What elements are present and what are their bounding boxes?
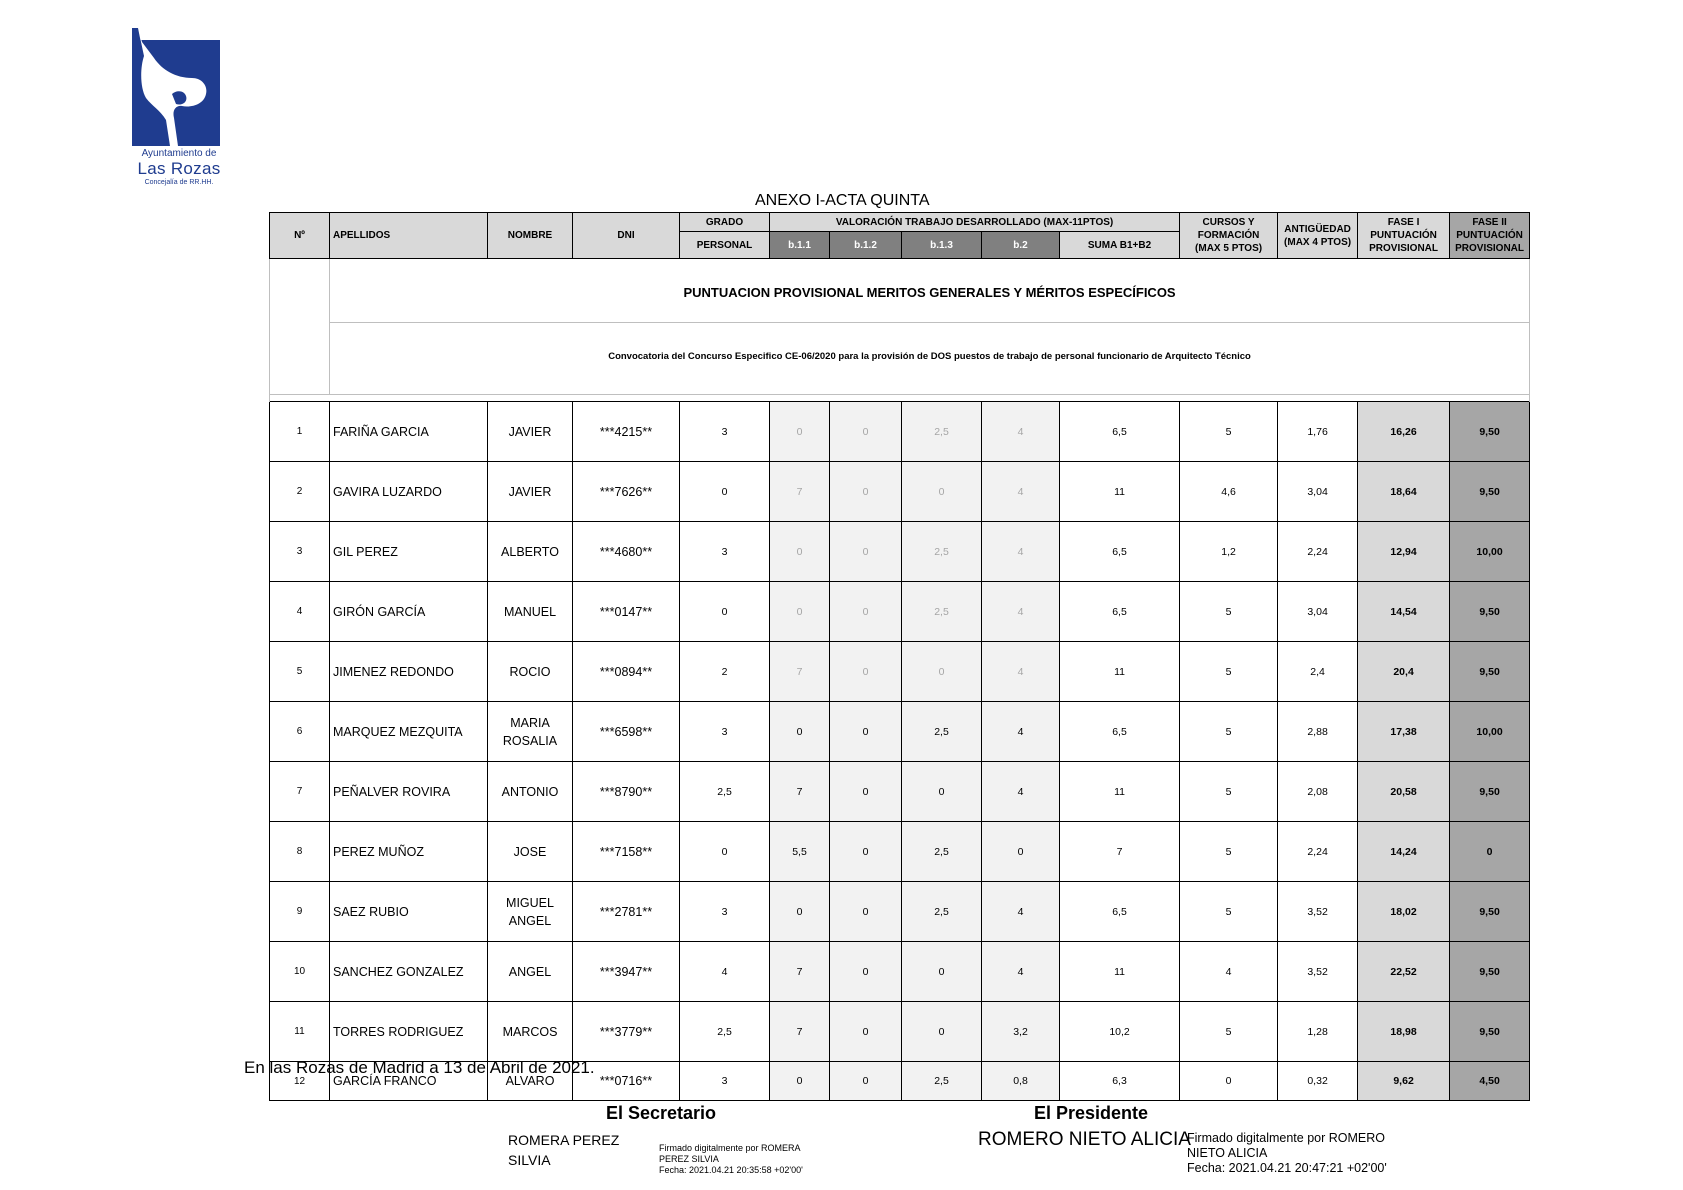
row-b12: 0: [830, 1002, 902, 1062]
header-cursos-2: FORMACIÓN: [1197, 230, 1260, 241]
header-fase2: [1450, 213, 1530, 259]
row-b12: 0: [830, 762, 902, 822]
row-fase2: 10,00: [1450, 522, 1530, 582]
header-valoracion: VALORACIÓN TRABAJO DESARROLLADO (MAX-11PTOS): [770, 213, 1180, 232]
row-dni: ***8790**: [573, 762, 680, 822]
logo-line-2: Las Rozas: [137, 159, 221, 178]
secretary-signature-line-1: Firmado digitalmente por ROMERA: [659, 1143, 801, 1153]
row-antiguedad: 3,04: [1278, 462, 1358, 522]
logo-line-3: Concejalía de RR.HH.: [144, 179, 214, 186]
header-cursos: [1180, 213, 1278, 259]
row-apellidos: TORRES RODRIGUEZ: [330, 1002, 488, 1062]
row-no: 5: [270, 642, 330, 702]
row-b11: 0: [770, 702, 830, 762]
header-cursos-3: (MAX 5 PTOS): [1195, 243, 1263, 254]
row-fase1: 9,62: [1358, 1062, 1450, 1101]
row-b11: 0: [770, 402, 830, 462]
header-no: Nº: [270, 213, 330, 259]
row-b12: 0: [830, 402, 902, 462]
row-cursos: 5: [1180, 822, 1278, 882]
row-fase2: 0: [1450, 822, 1530, 882]
table-row: [270, 642, 1530, 702]
header-b12: b.1.2: [830, 232, 902, 259]
row-suma: 10,2: [1060, 1002, 1180, 1062]
row-dni: ***2781**: [573, 882, 680, 942]
scores-table: [269, 212, 1530, 1101]
logo-line-1: Ayuntamiento de: [141, 148, 217, 159]
date-line: En las Rozas de Madrid a 13 de Abril de 2021.: [244, 1058, 595, 1077]
row-b13: 2,5: [902, 822, 982, 882]
row-dni: ***7626**: [573, 462, 680, 522]
header-grado-personal: PERSONAL: [680, 232, 770, 259]
row-b12: 0: [830, 522, 902, 582]
table-row: [270, 942, 1530, 1002]
row-cursos: 5: [1180, 762, 1278, 822]
row-b13: 0: [902, 462, 982, 522]
row-nombre: MIGUEL ANGEL: [488, 882, 573, 942]
row-grado: 3: [680, 702, 770, 762]
row-nombre: MARIA ROSALIA: [488, 702, 573, 762]
row-grado: 0: [680, 462, 770, 522]
row-cursos: 5: [1180, 582, 1278, 642]
row-apellidos: SAEZ RUBIO: [330, 882, 488, 942]
president-title: El Presidente: [1034, 1103, 1149, 1123]
table-row: [270, 462, 1530, 522]
row-suma: 7: [1060, 822, 1180, 882]
row-b2: 4: [982, 882, 1060, 942]
secretary-digital-signature: [659, 1143, 803, 1176]
row-nombre: MANUEL: [488, 582, 573, 642]
row-fase1: 18,98: [1358, 1002, 1450, 1062]
row-fase1: 14,54: [1358, 582, 1450, 642]
row-apellidos: GIRÓN GARCÍA: [330, 582, 488, 642]
table-subtitle-row: [270, 323, 1530, 395]
row-grado: 2,5: [680, 762, 770, 822]
table-row: [270, 822, 1530, 882]
row-b2: 4: [982, 582, 1060, 642]
row-grado: 2,5: [680, 1002, 770, 1062]
row-fase2: 9,50: [1450, 642, 1530, 702]
row-suma: 11: [1060, 942, 1180, 1002]
row-no: 8: [270, 822, 330, 882]
row-dni: ***6598**: [573, 702, 680, 762]
header-fase1: [1358, 213, 1450, 259]
header-fase1-1: FASE I: [1387, 217, 1420, 228]
header-b11: b.1.1: [770, 232, 830, 259]
row-antiguedad: 0,32: [1278, 1062, 1358, 1101]
header-fase1-3: PROVISIONAL: [1369, 243, 1439, 254]
header-antiguedad-2: (MAX 4 PTOS): [1284, 236, 1352, 248]
row-apellidos: GIL PEREZ: [330, 522, 488, 582]
row-b12: 0: [830, 942, 902, 1002]
row-grado: 2: [680, 642, 770, 702]
row-suma: 11: [1060, 762, 1180, 822]
row-fase2: 9,50: [1450, 1002, 1530, 1062]
row-nombre: JOSE: [488, 822, 573, 882]
row-no: 3: [270, 522, 330, 582]
row-fase1: 22,52: [1358, 942, 1450, 1002]
row-b11: 7: [770, 1002, 830, 1062]
header-b2: b.2: [982, 232, 1060, 259]
scores-table-wrap: [269, 212, 1529, 1101]
row-fase1: 18,02: [1358, 882, 1450, 942]
secretary-name: [508, 1130, 619, 1170]
row-fase1: 16,26: [1358, 402, 1450, 462]
row-b13: 2,5: [902, 582, 982, 642]
row-b11: 7: [770, 642, 830, 702]
row-cursos: 4: [1180, 942, 1278, 1002]
table-row: [270, 702, 1530, 762]
row-nombre: ANTONIO: [488, 762, 573, 822]
president-digital-signature: [1187, 1131, 1387, 1176]
row-suma: 11: [1060, 642, 1180, 702]
president-name: ROMERO NIETO ALICIA: [978, 1129, 1191, 1150]
las-rozas-logo: [124, 28, 234, 188]
row-b13: 0: [902, 1002, 982, 1062]
table-row: [270, 522, 1530, 582]
row-nombre: MARCOS: [488, 1002, 573, 1062]
row-no: 7: [270, 762, 330, 822]
row-apellidos: GAVIRA LUZARDO: [330, 462, 488, 522]
header-dni: DNI: [573, 213, 680, 259]
row-b11: 0: [770, 522, 830, 582]
row-no: 4: [270, 582, 330, 642]
row-apellidos: SANCHEZ GONZALEZ: [330, 942, 488, 1002]
table-body: [270, 402, 1530, 1101]
row-b11: 5,5: [770, 822, 830, 882]
row-b11: 0: [770, 882, 830, 942]
row-b13: 2,5: [902, 1062, 982, 1101]
row-cursos: 5: [1180, 1002, 1278, 1062]
row-fase2: 9,50: [1450, 762, 1530, 822]
row-antiguedad: 3,04: [1278, 582, 1358, 642]
row-fase1: 17,38: [1358, 702, 1450, 762]
row-fase2: 4,50: [1450, 1062, 1530, 1101]
row-dni: ***3947**: [573, 942, 680, 1002]
row-b12: 0: [830, 582, 902, 642]
row-antiguedad: 3,52: [1278, 942, 1358, 1002]
row-b11: 7: [770, 942, 830, 1002]
secretary-name-line-1: ROMERA PEREZ: [508, 1132, 620, 1148]
row-cursos: 0: [1180, 1062, 1278, 1101]
title-blank-cell: [270, 259, 330, 395]
row-no: 10: [270, 942, 330, 1002]
row-b12: 0: [830, 642, 902, 702]
row-nombre: JAVIER: [488, 462, 573, 522]
row-suma: 6,5: [1060, 882, 1180, 942]
row-grado: 0: [680, 822, 770, 882]
row-b12: 0: [830, 822, 902, 882]
header-antiguedad-1: ANTIGÜEDAD: [1284, 223, 1351, 235]
row-fase1: 20,4: [1358, 642, 1450, 702]
row-suma: 6,3: [1060, 1062, 1180, 1101]
row-nombre: ANGEL: [488, 942, 573, 1002]
row-antiguedad: 2,08: [1278, 762, 1358, 822]
row-no: 6: [270, 702, 330, 762]
row-cursos: 5: [1180, 642, 1278, 702]
row-cursos: 1,2: [1180, 522, 1278, 582]
table-subtitle: Convocatoria del Concurso Especifico CE-06/2020 para la provisión de DOS puestos de trabajo de personal funcionario de Arquitecto Técnico: [330, 323, 1530, 395]
row-b13: 2,5: [902, 882, 982, 942]
row-suma: 6,5: [1060, 522, 1180, 582]
header-row-1: [270, 213, 1530, 232]
row-grado: 3: [680, 882, 770, 942]
president-signature-line-3: Fecha: 2021.04.21 20:47:21 +02'00': [1187, 1161, 1387, 1175]
secretary-name-line-2: SILVIA: [508, 1152, 551, 1168]
table-row: [270, 582, 1530, 642]
row-b2: 4: [982, 462, 1060, 522]
row-b11: 7: [770, 462, 830, 522]
row-fase2: 9,50: [1450, 462, 1530, 522]
row-b2: 4: [982, 762, 1060, 822]
row-antiguedad: 2,24: [1278, 522, 1358, 582]
table-row: [270, 762, 1530, 822]
table-row: [270, 1002, 1530, 1062]
row-grado: 4: [680, 942, 770, 1002]
row-b2: 4: [982, 402, 1060, 462]
row-apellidos: GARCÍA FRANCO: [330, 1062, 488, 1101]
header-grado: GRADO: [680, 213, 770, 232]
row-b13: 0: [902, 942, 982, 1002]
row-fase2: 9,50: [1450, 402, 1530, 462]
row-b2: 4: [982, 522, 1060, 582]
row-b13: 2,5: [902, 702, 982, 762]
table-spacer-row: [270, 395, 1530, 402]
row-suma: 6,5: [1060, 702, 1180, 762]
row-no: 11: [270, 1002, 330, 1062]
table-title: PUNTUACION PROVISIONAL MERITOS GENERALES Y MÉRITOS ESPECÍFICOS: [330, 259, 1530, 323]
header-nombre: NOMBRE: [488, 213, 573, 259]
row-fase2: 9,50: [1450, 582, 1530, 642]
row-no: 1: [270, 402, 330, 462]
row-dni: ***4680**: [573, 522, 680, 582]
secretary-title: El Secretario: [606, 1103, 717, 1123]
row-no: 2: [270, 462, 330, 522]
row-fase1: 12,94: [1358, 522, 1450, 582]
row-fase2: 10,00: [1450, 702, 1530, 762]
header-b13: b.1.3: [902, 232, 982, 259]
table-row: [270, 402, 1530, 462]
row-antiguedad: 3,52: [1278, 882, 1358, 942]
row-antiguedad: 2,88: [1278, 702, 1358, 762]
row-b13: 0: [902, 762, 982, 822]
row-antiguedad: 1,28: [1278, 1002, 1358, 1062]
row-b2: 3,2: [982, 1002, 1060, 1062]
row-fase2: 9,50: [1450, 942, 1530, 1002]
row-b11: 0: [770, 582, 830, 642]
row-nombre: ALVARO: [488, 1062, 573, 1101]
header-suma: SUMA B1+B2: [1060, 232, 1180, 259]
table-row: [270, 882, 1530, 942]
row-grado: 3: [680, 402, 770, 462]
row-b13: 0: [902, 642, 982, 702]
row-cursos: 5: [1180, 702, 1278, 762]
row-fase2: 9,50: [1450, 882, 1530, 942]
row-cursos: 4,6: [1180, 462, 1278, 522]
row-fase1: 18,64: [1358, 462, 1450, 522]
secretary-signature-line-3: Fecha: 2021.04.21 20:35:58 +02'00': [659, 1165, 803, 1175]
row-cursos: 5: [1180, 402, 1278, 462]
row-suma: 6,5: [1060, 402, 1180, 462]
row-dni: ***0894**: [573, 642, 680, 702]
header-fase2-3: PROVISIONAL: [1455, 243, 1525, 254]
row-suma: 11: [1060, 462, 1180, 522]
row-apellidos: PEREZ MUÑOZ: [330, 822, 488, 882]
stork-emblem-icon: [132, 28, 220, 146]
row-apellidos: PEÑALVER ROVIRA: [330, 762, 488, 822]
row-dni: ***0147**: [573, 582, 680, 642]
annex-title: ANEXO I-ACTA QUINTA: [755, 192, 930, 209]
row-b12: 0: [830, 1062, 902, 1101]
row-nombre: JAVIER: [488, 402, 573, 462]
row-antiguedad: 2,4: [1278, 642, 1358, 702]
row-suma: 6,5: [1060, 582, 1180, 642]
row-dni: ***4215**: [573, 402, 680, 462]
row-grado: 0: [680, 582, 770, 642]
row-b12: 0: [830, 702, 902, 762]
row-b2: 4: [982, 942, 1060, 1002]
row-dni: ***7158**: [573, 822, 680, 882]
row-grado: 3: [680, 1062, 770, 1101]
row-b13: 2,5: [902, 522, 982, 582]
row-dni: ***0716**: [573, 1062, 680, 1101]
row-antiguedad: 1,76: [1278, 402, 1358, 462]
president-signature-line-2: NIETO ALICIA: [1187, 1146, 1268, 1160]
row-apellidos: JIMENEZ REDONDO: [330, 642, 488, 702]
row-b13: 2,5: [902, 402, 982, 462]
row-b2: 0,8: [982, 1062, 1060, 1101]
row-b2: 4: [982, 642, 1060, 702]
row-b2: 4: [982, 702, 1060, 762]
row-b12: 0: [830, 882, 902, 942]
row-b11: 7: [770, 762, 830, 822]
row-dni: ***3779**: [573, 1002, 680, 1062]
row-cursos: 5: [1180, 882, 1278, 942]
row-b2: 0: [982, 822, 1060, 882]
header-apellidos: APELLIDOS: [330, 213, 488, 259]
header-cursos-1: CURSOS Y: [1202, 217, 1255, 228]
header-fase1-2: PUNTUACIÓN: [1370, 230, 1437, 241]
row-no: 9: [270, 882, 330, 942]
header-fase2-1: FASE II: [1472, 217, 1507, 228]
row-apellidos: MARQUEZ MEZQUITA: [330, 702, 488, 762]
table-title-row: [270, 259, 1530, 323]
header-antiguedad: [1278, 213, 1358, 259]
president-signature-line-1: Firmado digitalmente por ROMERO: [1187, 1131, 1385, 1145]
row-apellidos: FARIÑA GARCIA: [330, 402, 488, 462]
row-b11: 0: [770, 1062, 830, 1101]
row-grado: 3: [680, 522, 770, 582]
row-no: 12: [270, 1062, 330, 1101]
secretary-signature-line-2: PEREZ SILVIA: [659, 1154, 719, 1164]
row-antiguedad: 2,24: [1278, 822, 1358, 882]
row-fase1: 14,24: [1358, 822, 1450, 882]
row-fase1: 20,58: [1358, 762, 1450, 822]
row-b12: 0: [830, 462, 902, 522]
row-nombre: ALBERTO: [488, 522, 573, 582]
row-nombre: ROCIO: [488, 642, 573, 702]
header-fase2-2: PUNTUACIÓN: [1456, 230, 1523, 241]
